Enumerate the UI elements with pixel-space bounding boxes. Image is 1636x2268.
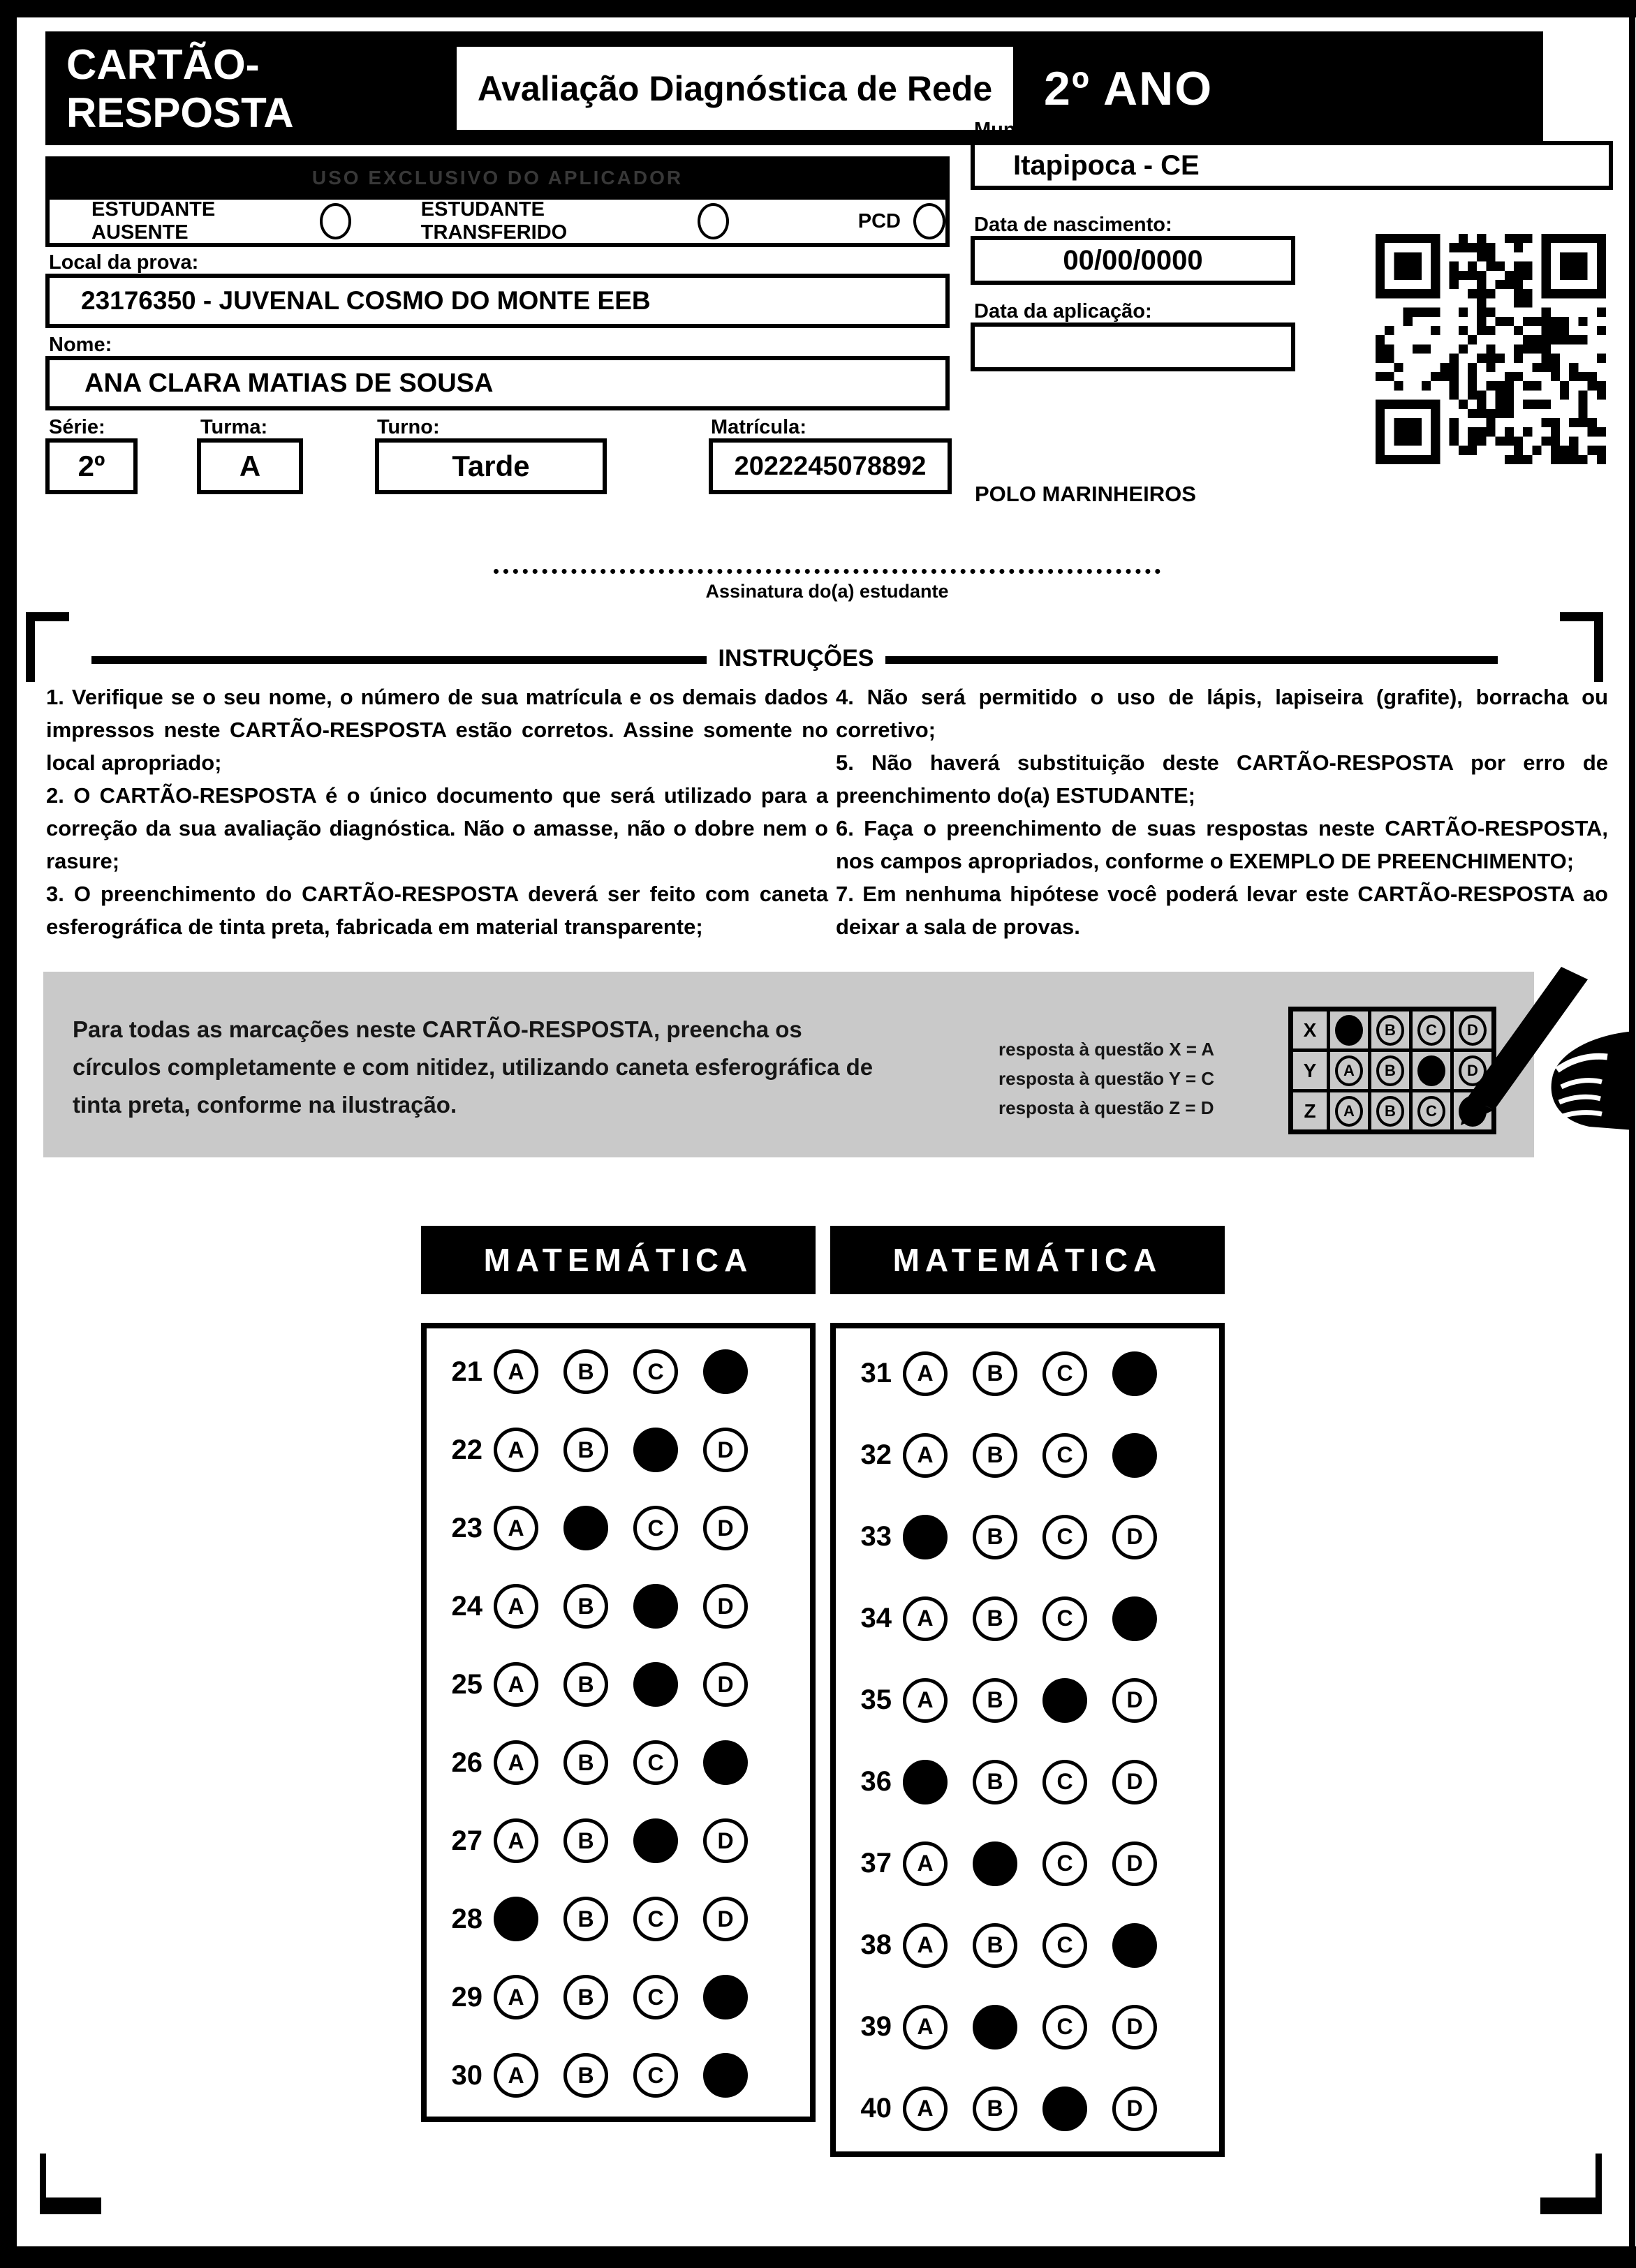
answer-bubble-25-C-filled[interactable] [633,1662,678,1707]
answer-bubble-27-A[interactable]: A [494,1818,538,1863]
answer-bubble-25-B[interactable]: B [563,1662,608,1707]
answer-bubble-39-B-filled[interactable] [973,2005,1017,2050]
answer-bubble-30-A[interactable]: A [494,2053,538,2098]
turma-box [197,438,303,494]
answer-bubble-40-C-filled[interactable] [1042,2087,1087,2131]
instruction-item: 5. Não haverá substituição deste CARTÃO-RESPOSTA por erro de preenchimento do(a) ESTUDANTE; [836,750,1608,808]
question-row-34 [836,1578,1219,1659]
question-row-38 [836,1904,1219,1986]
example-bubble-Y-A: A [1335,1055,1363,1086]
answer-bubble-39-C[interactable]: C [1042,2005,1087,2050]
answer-bubble-22-B[interactable]: B [563,1428,608,1472]
estudante-transferido-label: ESTUDANTE TRANSFERIDO [420,198,568,244]
data-nascimento-box [971,236,1295,285]
answer-bubble-38-A[interactable]: A [903,1923,948,1968]
example-bubble-Z-C: C [1417,1096,1445,1127]
answer-grid-2 [830,1323,1225,2157]
question-number-21: 21 [451,1356,482,1387]
question-number-24: 24 [451,1590,482,1622]
applicator-only-label: USO EXCLUSIVO DO APLICADOR [311,167,684,188]
instruction-item: 7. Em nenhuma hipótese você poderá levar este CARTÃO-RESPOSTA ao deixar a sala de provas. [836,882,1608,939]
answer-bubble-23-B-filled[interactable] [563,1506,608,1550]
answer-bubble-37-D[interactable]: D [1112,1841,1157,1886]
turno-label: Turno: [377,416,440,438]
answer-bubble-29-D-filled[interactable] [703,1975,748,2019]
example-legend [998,1035,1264,1122]
answer-bubble-21-A[interactable]: A [494,1349,538,1394]
question-row-37 [836,1823,1219,1904]
question-number-29: 29 [451,1981,482,2013]
answer-bubble-23-A[interactable]: A [494,1506,538,1550]
question-number-22: 22 [451,1434,482,1465]
question-number-39: 39 [860,2011,892,2042]
answer-bubble-21-B[interactable]: B [563,1349,608,1394]
answer-bubble-37-B-filled[interactable] [973,1841,1017,1886]
turma-label: Turma: [200,416,268,438]
answer-bubble-36-C[interactable]: C [1042,1760,1087,1804]
instruction-item: 3. O preenchimento do CARTÃO-RESPOSTA deverá ser feito com caneta esferográfica de tinta preta, fabricada em material transparente; [46,882,828,939]
data-aplicacao-label: Data da aplicação: [974,300,1152,323]
answer-bubble-31-D-filled[interactable] [1112,1351,1157,1396]
answer-bubble-24-D[interactable]: D [703,1584,748,1629]
bracket-top-left-v [26,612,35,682]
example-legend-x: resposta à questão X = A [998,1039,1214,1060]
instruction-item: 1. Verifique se o seu nome, o número de sua matrícula e os demais dados impressos neste CARTÃO-RESPOSTA estão corretos. Assine somente no local apropriado; [46,685,828,775]
grade-label: 2º ANO [1044,61,1214,115]
answer-bubble-23-D[interactable]: D [703,1506,748,1550]
question-number-23: 23 [451,1512,482,1543]
answer-bubble-36-D[interactable]: D [1112,1760,1157,1804]
answer-bubble-27-D[interactable]: D [703,1818,748,1863]
answer-bubble-22-D[interactable]: D [703,1428,748,1472]
answer-bubble-38-B[interactable]: B [973,1923,1017,1968]
answer-bubble-23-C[interactable]: C [633,1506,678,1550]
answer-bubble-24-A[interactable]: A [494,1584,538,1629]
answer-bubble-22-C-filled[interactable] [633,1428,678,1472]
instruction-item: 4. Não será permitido o uso de lápis, lapiseira (grafite), borracha ou corretivo; [836,685,1608,742]
question-number-38: 38 [860,1929,892,1960]
data-nascimento-label: Data de nascimento: [974,214,1172,236]
answer-bubble-34-D-filled[interactable] [1112,1596,1157,1641]
example-row-label-Y: Y [1293,1052,1327,1089]
example-bubble-X-D: D [1459,1015,1487,1046]
question-row-21 [427,1333,810,1411]
answer-bubble-38-D-filled[interactable] [1112,1923,1157,1968]
question-row-27 [427,1802,810,1880]
question-number-35: 35 [860,1684,892,1715]
answer-bubble-28-C[interactable]: C [633,1897,678,1941]
answer-bubble-27-C-filled[interactable] [633,1818,678,1863]
answer-bubble-36-A-filled[interactable] [903,1760,948,1804]
example-row-label-Z: Z [1293,1092,1327,1129]
answer-bubble-33-D[interactable]: D [1112,1515,1157,1559]
answer-bubble-40-A[interactable]: A [903,2087,948,2131]
question-row-30 [427,2036,810,2114]
question-number-27: 27 [451,1825,482,1856]
answer-bubble-35-D[interactable]: D [1112,1678,1157,1723]
answer-bubble-29-A[interactable]: A [494,1975,538,2019]
answer-bubble-40-D[interactable]: D [1112,2087,1157,2131]
nome-box [45,356,950,410]
answer-bubble-37-C[interactable]: C [1042,1841,1087,1886]
question-number-25: 25 [451,1668,482,1700]
example-cell-X-B [1371,1011,1409,1048]
answer-bubble-33-B[interactable]: B [973,1515,1017,1559]
instruction-item: 6. Faça o preenchimento de suas respostas neste CARTÃO-RESPOSTA, nos campos apropriados, conforme o EXEMPLO DE PREENCHIMENTO; [836,816,1608,873]
hand-pen-illustration [1424,967,1634,1141]
answer-grid-1 [421,1323,816,2122]
question-row-24 [427,1567,810,1645]
answer-bubble-32-B[interactable]: B [973,1433,1017,1478]
example-bubble-Z-B: B [1376,1096,1404,1127]
pcd-label: PCD [857,209,901,232]
nome-label: Nome: [49,334,112,356]
example-cell-Z-A [1330,1092,1368,1129]
question-row-26 [427,1724,810,1802]
example-note: Para todas as marcações neste CARTÃO-RESPOSTA, preencha os círculos completamente e com nitidez, utilizando caneta esferográfica de tinta preta, conforme na ilustração. [73,1016,874,1118]
reg-mark-bottom-left-h [40,2197,101,2214]
question-number-26: 26 [451,1747,482,1778]
answer-bubble-24-C-filled[interactable] [633,1584,678,1629]
signature-line[interactable] [494,569,1160,574]
serie-value: 2º [78,450,105,482]
answer-bubble-32-C[interactable]: C [1042,1433,1087,1478]
question-number-36: 36 [860,1766,892,1797]
answer-bubble-29-C[interactable]: C [633,1975,678,2019]
qr-code [1376,234,1606,464]
nome-value: ANA CLARA MATIAS DE SOUSA [84,368,494,398]
answer-bubble-25-D[interactable]: D [703,1662,748,1707]
question-row-25 [427,1645,810,1724]
answer-bubble-21-C[interactable]: C [633,1349,678,1394]
answer-bubble-40-B[interactable]: B [973,2087,1017,2131]
page-border-bottom [0,2246,1636,2268]
card-title: CARTÃO-RESPOSTA [66,40,294,136]
answer-bubble-30-B[interactable]: B [563,2053,608,2098]
polo-label: POLO MARINHEIROS [975,482,1196,506]
bracket-top-right-v [1594,612,1603,682]
answer-bubble-27-B[interactable]: B [563,1818,608,1863]
estudante-ausente-circle[interactable] [320,203,351,239]
question-row-32 [836,1414,1219,1496]
status-item-ausente [91,198,351,244]
local-da-prova-label: Local da prova: [49,251,199,274]
matricula-box [709,438,952,494]
matricula-label: Matrícula: [711,416,806,438]
answer-bubble-26-A[interactable]: A [494,1740,538,1785]
instructions-column-left [46,681,828,943]
answer-bubble-31-A[interactable]: A [903,1351,948,1396]
question-number-40: 40 [860,2093,892,2124]
question-number-34: 34 [860,1603,892,1633]
question-row-29 [427,1958,810,2036]
answer-bubble-39-D[interactable]: D [1112,2005,1157,2050]
question-number-30: 30 [451,2059,482,2091]
instruction-item: 2. O CARTÃO-RESPOSTA é o único documento que será utilizado para a correção da sua avaliação diagnóstica. Não o amasse, não o dobre nem o rasure; [46,783,828,873]
answer-bubble-38-C[interactable]: C [1042,1923,1087,1968]
answer-bubble-30-D-filled[interactable] [703,2053,748,2098]
signature-label: Assinatura do(a) estudante [705,581,949,602]
municipio-box [971,141,1613,190]
answer-bubble-24-B[interactable]: B [563,1584,608,1629]
question-row-36 [836,1741,1219,1823]
answer-bubble-32-D-filled[interactable] [1112,1433,1157,1478]
answer-bubble-26-B[interactable]: B [563,1740,608,1785]
data-nascimento-value: 00/00/0000 [1063,244,1203,276]
answer-bubble-34-A[interactable]: A [903,1596,948,1641]
answer-bubble-22-A[interactable]: A [494,1428,538,1472]
example-bubble-Y-B: B [1376,1055,1404,1086]
question-row-28 [427,1880,810,1958]
estudante-transferido-circle[interactable] [698,203,728,239]
status-item-transferido [421,198,729,244]
question-number-37: 37 [860,1848,892,1878]
municipio-label: Município: [974,119,1075,141]
local-da-prova-box [45,274,950,328]
turno-value: Tarde [452,450,530,482]
data-aplicacao-box [971,323,1295,371]
question-row-22 [427,1411,810,1489]
answer-bubble-39-A[interactable]: A [903,2005,948,2050]
question-number-33: 33 [860,1521,892,1552]
serie-box [45,438,138,494]
instructions-column-right [836,681,1608,943]
question-number-28: 28 [451,1903,482,1934]
example-bubble-Z-A: A [1335,1096,1363,1127]
question-number-31: 31 [860,1358,892,1388]
local-da-prova-value: 23176350 - JUVENAL COSMO DO MONTE EEB [81,286,651,315]
answer-bubble-28-A-filled[interactable] [494,1897,538,1941]
example-cell-Y-A [1330,1052,1368,1089]
example-bubble-Y-D: D [1459,1055,1487,1086]
answer-bubble-35-B[interactable]: B [973,1678,1017,1723]
matricula-value: 2022245078892 [734,451,927,481]
example-bubble-X-A-filled [1335,1015,1363,1046]
status-item-pcd [858,203,945,239]
question-row-35 [836,1659,1219,1741]
answer-bubble-35-C-filled[interactable] [1042,1678,1087,1723]
subject-header-1: MATEMÁTICA [421,1226,816,1294]
reg-mark-bottom-right-h [1540,2197,1602,2214]
status-row [45,200,950,247]
answer-bubble-33-C[interactable]: C [1042,1515,1087,1559]
answer-bubble-28-D[interactable]: D [703,1897,748,1941]
question-row-40 [836,2068,1219,2149]
applicator-only-bar [45,156,950,200]
example-legend-z: resposta à questão Z = D [998,1097,1214,1118]
estudante-ausente-label: ESTUDANTE AUSENTE [91,198,216,244]
instructions-title: INSTRUÇÕES [718,645,874,672]
answer-bubble-32-A[interactable]: A [903,1433,948,1478]
answer-bubble-35-A[interactable]: A [903,1678,948,1723]
pcd-circle[interactable] [913,203,945,239]
turno-box [375,438,607,494]
answer-bubble-31-C[interactable]: C [1042,1351,1087,1396]
example-row-label-X: X [1293,1011,1327,1048]
turma-value: A [239,450,261,482]
question-row-31 [836,1333,1219,1414]
answer-bubble-29-B[interactable]: B [563,1975,608,2019]
example-bubble-X-B: B [1376,1015,1404,1046]
example-cell-X-A [1330,1011,1368,1048]
answer-bubble-21-D-filled[interactable] [703,1349,748,1394]
question-row-33 [836,1496,1219,1578]
page-border-left [0,0,17,2268]
answer-bubble-26-C[interactable]: C [633,1740,678,1785]
answer-bubble-34-C[interactable]: C [1042,1596,1087,1641]
answer-bubble-28-B[interactable]: B [563,1897,608,1941]
instructions-rule-right [885,656,1498,664]
answer-bubble-33-A-filled[interactable] [903,1515,948,1559]
answer-bubble-30-C[interactable]: C [633,2053,678,2098]
example-cell-Z-B [1371,1092,1409,1129]
example-bubble-X-C: C [1417,1015,1445,1046]
answer-bubble-37-A[interactable]: A [903,1841,948,1886]
serie-label: Série: [49,416,105,438]
answer-bubble-36-B[interactable]: B [973,1760,1017,1804]
question-row-23 [427,1489,810,1567]
example-legend-y: resposta à questão Y = C [998,1068,1215,1089]
page-border-top [0,0,1636,17]
instructions-rule-left [91,656,707,664]
example-cell-Y-B [1371,1052,1409,1089]
question-row-39 [836,1986,1219,2068]
municipio-value: Itapipoca - CE [1013,149,1200,181]
question-number-32: 32 [860,1439,892,1470]
assessment-title: Avaliação Diagnóstica de Rede [450,40,1019,136]
answer-bubble-34-B[interactable]: B [973,1596,1017,1641]
subject-header-2: MATEMÁTICA [830,1226,1225,1294]
answer-bubble-31-B[interactable]: B [973,1351,1017,1396]
answer-bubble-25-A[interactable]: A [494,1662,538,1707]
answer-bubble-26-D-filled[interactable] [703,1740,748,1785]
